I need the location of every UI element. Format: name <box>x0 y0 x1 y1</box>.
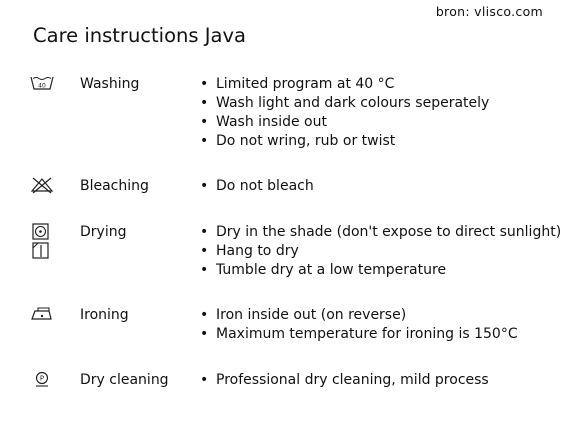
page-title: Care instructions Java <box>33 24 246 47</box>
bleaching-instructions-list <box>200 177 560 196</box>
list-item: • Dry in the shade (don't expose to direct sunlight) <box>200 223 560 242</box>
list-item: • Maximum temperature for ironing is 150°C <box>200 325 560 344</box>
drying-icons <box>30 223 54 263</box>
list-item: • Wash light and dark colours seperately <box>200 94 560 113</box>
tumble-dry-low-icon <box>30 223 54 263</box>
dry-cleaning-instructions-list <box>200 371 560 390</box>
list-item: • Limited program at 40 °C <box>200 75 560 94</box>
list-item: • Iron inside out (on reverse) <box>200 306 560 325</box>
list-item: • Tumble dry at a low temperature <box>200 261 560 280</box>
list-item: • Wash inside out <box>200 113 560 132</box>
section-label-drying: Drying <box>80 224 127 240</box>
list-item: • Do not wring, rub or twist <box>200 132 560 151</box>
washing-instructions-list <box>200 75 560 151</box>
dry-clean-letter-text: P <box>39 374 45 383</box>
list-item: • Professional dry cleaning, mild process <box>200 371 560 390</box>
section-label-dry-cleaning: Dry cleaning <box>80 372 169 388</box>
section-label-ironing: Ironing <box>80 307 129 323</box>
no-bleach-icon <box>30 177 54 217</box>
iron-low-icon <box>30 306 54 346</box>
wash-40-icon <box>30 75 54 115</box>
drying-instructions-list <box>200 223 560 280</box>
ironing-instructions-list <box>200 306 560 344</box>
section-label-washing: Washing <box>80 76 140 92</box>
section-label-bleaching: Bleaching <box>80 178 149 194</box>
source-credit: bron: vlisco.com <box>435 4 543 19</box>
professional-dry-clean-icon <box>30 371 54 411</box>
wash-temperature-text: 40 <box>38 82 46 90</box>
list-item: • Hang to dry <box>200 242 560 261</box>
list-item: • Do not bleach <box>200 177 560 196</box>
